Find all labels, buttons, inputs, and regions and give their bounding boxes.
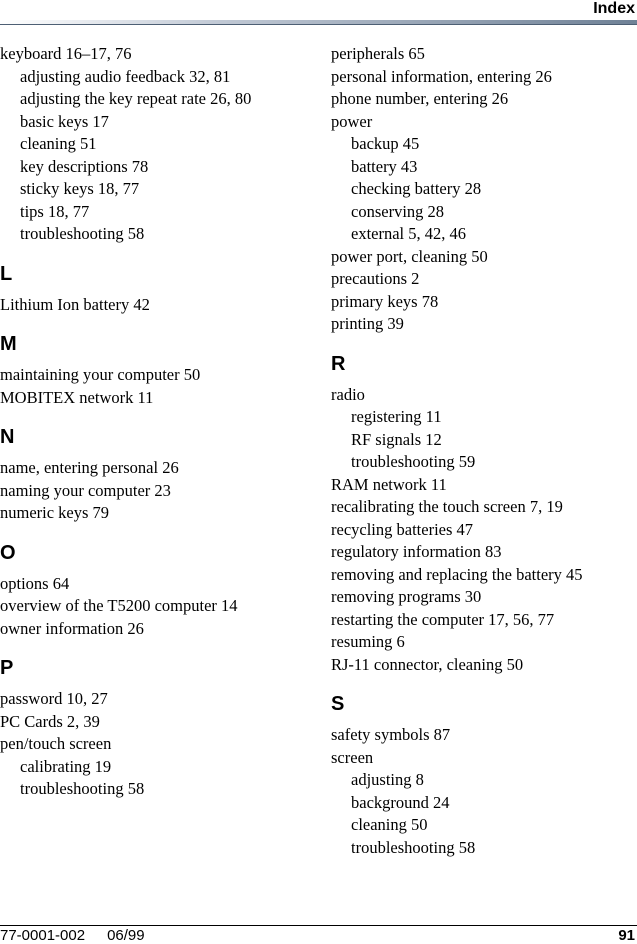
index-entry: numeric keys 79: [0, 503, 110, 522]
section-letter: P: [0, 657, 14, 679]
doc-date: 06/99: [107, 927, 145, 944]
index-entry: peripherals 65: [331, 44, 425, 63]
index-entry: name, entering personal 26: [0, 458, 179, 477]
doc-number: 77-0001-002: [0, 927, 86, 944]
section-letter: N: [0, 426, 15, 448]
section-letter: O: [0, 541, 16, 564]
index-subentry: checking battery 28: [351, 179, 482, 198]
index-entry: safety symbols 87: [331, 725, 451, 744]
header-rule: [0, 20, 637, 25]
index-entry: precautions 2: [331, 269, 420, 288]
index-entry: naming your computer 23: [0, 480, 171, 500]
index-subentry: troubleshooting 58: [20, 779, 145, 798]
index-entry: keyboard 16–17, 76: [0, 44, 132, 63]
index-subentry: cleaning 50: [351, 815, 428, 834]
index-entry: pen/touch screen: [0, 734, 112, 753]
index-entry: power: [331, 111, 373, 131]
index-column-right: [331, 43, 637, 859]
index-entry: regulatory information 83: [331, 542, 502, 561]
index-subentry: adjusting audio feedback 32, 81: [20, 66, 231, 86]
index-entry: removing programs 30: [331, 587, 482, 606]
index-subentry: external 5, 42, 46: [351, 224, 467, 243]
index-entry: password 10, 27: [0, 689, 108, 708]
index-subentry: RF signals 12: [351, 429, 442, 449]
index-entry: primary keys 78: [331, 291, 439, 311]
index-subentry: battery 43: [351, 156, 418, 176]
index-subentry: troubleshooting 58: [351, 837, 476, 857]
footer-info: [0, 927, 145, 944]
section-letter: L: [0, 262, 13, 285]
index-entry: recalibrating the touch screen 7, 19: [331, 497, 563, 516]
index-subentry: backup 45: [351, 134, 420, 153]
index-entry: restarting the computer 17, 56, 77: [331, 609, 555, 629]
index-subentry: background 24: [351, 792, 450, 812]
index-entry: phone number, entering 26: [331, 89, 509, 108]
index-entry: Lithium Ion battery 42: [0, 294, 150, 314]
index-entry: personal information, entering 26: [331, 66, 552, 86]
index-subentry: registering 11: [351, 407, 442, 426]
page-number: 91: [618, 927, 635, 944]
index-entry: printing 39: [331, 314, 404, 333]
index-subentry: troubleshooting 58: [20, 224, 145, 243]
index-entry: removing and replacing the battery 45: [331, 564, 583, 584]
section-letter: R: [331, 352, 346, 375]
index-subentry: sticky keys 18, 77: [20, 179, 140, 198]
index-subentry: adjusting 8: [351, 770, 424, 789]
index-entry: PC Cards 2, 39: [0, 711, 100, 731]
index-entry: screen: [331, 747, 374, 767]
index-entry: power port, cleaning 50: [331, 246, 488, 266]
index-entry: maintaining your computer 50: [0, 365, 201, 384]
index-column-left: [0, 43, 320, 801]
index-entry: MOBITEX network 11: [0, 387, 154, 407]
index-subentry: conserving 28: [351, 201, 445, 221]
section-letter: M: [0, 333, 17, 355]
footer-rule: [0, 925, 637, 926]
index-subentry: key descriptions 78: [20, 156, 149, 176]
index-entry: RJ-11 connector, cleaning 50: [331, 654, 524, 674]
section-letter: S: [331, 693, 345, 715]
index-entry: resuming 6: [331, 632, 405, 651]
index-entry: RAM network 11: [331, 474, 447, 494]
index-entry: overview of the T5200 computer 14: [0, 596, 238, 615]
index-entry: recycling batteries 47: [331, 519, 474, 539]
index-subentry: adjusting the key repeat rate 26, 80: [20, 89, 252, 108]
index-subentry: calibrating 19: [20, 756, 112, 776]
index-entry: radio: [331, 384, 365, 404]
index-entry: owner information 26: [0, 618, 144, 638]
index-subentry: cleaning 51: [20, 134, 97, 153]
page-title: Index: [593, 0, 635, 17]
index-entry: options 64: [0, 573, 70, 593]
index-subentry: basic keys 17: [20, 111, 109, 131]
index-subentry: tips 18, 77: [20, 201, 90, 221]
index-subentry: troubleshooting 59: [351, 452, 476, 471]
